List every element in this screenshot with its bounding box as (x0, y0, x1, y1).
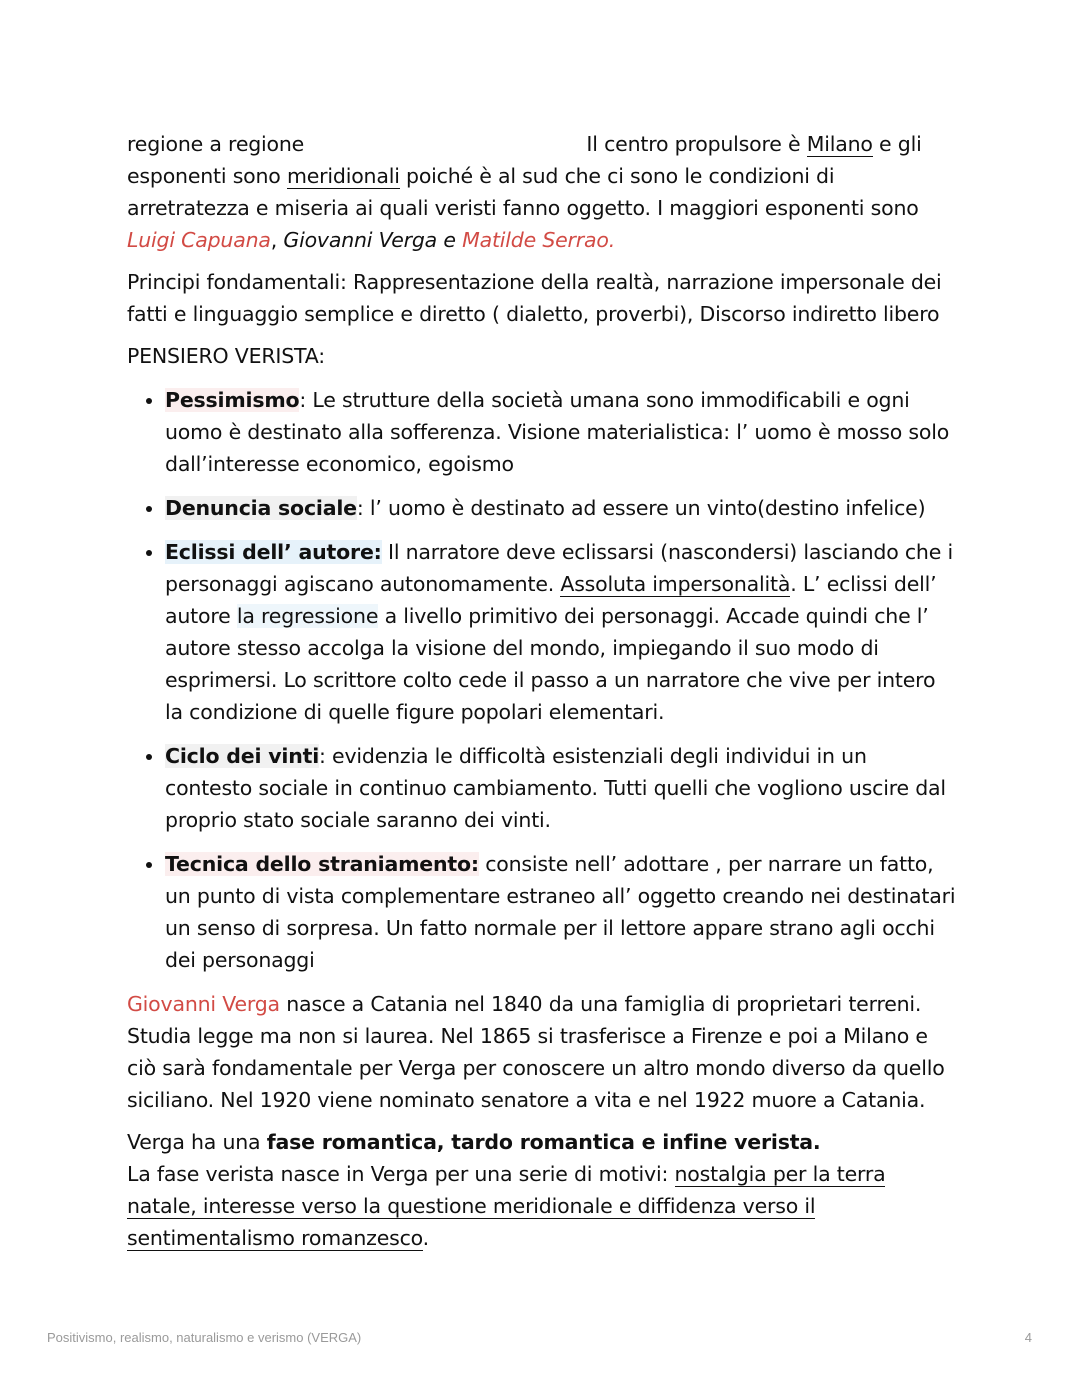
intro-line1-post: e gli (879, 132, 922, 156)
page-footer (47, 1330, 1032, 1350)
page-number: 4 (1024, 1330, 1032, 1345)
serrao-name: Matilde Serrao. (462, 228, 616, 252)
pensiero-list (127, 384, 957, 976)
text-pessimismo: : Le strutture della società umana sono immodificabili e ogni uomo è destinato alla sofferenza. Visione materialistica: l’ uomo è mosso solo dall’interesse economico, egoismo (165, 388, 950, 476)
motivi-underlined: nostalgia per la terra natale, interesse verso la questione meridionale e diffidenza verso il sentimentalismo romanzesco (127, 1162, 886, 1250)
fasi-end: . (422, 1226, 429, 1250)
fasi-bold: fase romantica, tardo romantica e infine verista. (266, 1130, 821, 1154)
footer-title: Positivismo, realismo, naturalismo e verismo (VERGA) (47, 1330, 362, 1345)
verga-name-italic: Giovanni Verga e (283, 228, 456, 252)
text-eclissi-3: a livello primitivo dei personaggi. Accade quindi che l’ autore stesso accolga la visione del mondo, impiegando il suo modo di esprimersi. Lo scrittore colto cede il passo a un narratore che vive per intero la condizione di quelle figure popolari elementari. (165, 604, 936, 724)
fasi-pre: Verga ha una (127, 1130, 261, 1154)
list-item-pessimismo (165, 384, 957, 480)
intro-line2-rest: poiché è al sud che ci sono le condizioni di arretratezza e miseria ai quali veristi fanno oggetto. I maggiori esponenti sono (127, 164, 919, 220)
verga-bio-paragraph (127, 988, 957, 1116)
meridionali-underlined: meridionali (286, 164, 400, 188)
term-denuncia: Denuncia sociale (165, 496, 357, 520)
page-content (127, 128, 957, 1264)
milano-underlined: Milano (806, 132, 873, 156)
text-ciclo: : evidenzia le difficoltà esistenziali degli individui in un contesto sociale in continuo cambiamento. Tutti quelli che vogliono uscire dal proprio stato sociale saranno dei vinti. (165, 744, 946, 832)
verga-bio-text: nasce a Catania nel 1840 da una famiglia di proprietari terreni. Studia legge ma non si laurea. Nel 1865 si trasferisce a Firenze e poi a Milano e ciò sarà fondamentale per Verga per conoscere un altro mondo diverso da quello siciliano. Nel 1920 viene nominato senatore a vita e nel 1922 muore a Catania. (127, 992, 945, 1112)
principi-paragraph: Principi fondamentali: Rappresentazione della realtà, narrazione impersonale dei fatti e linguaggio semplice e diretto ( dialetto, proverbi), Discorso indiretto libero (127, 270, 942, 326)
list-item-straniamento (165, 848, 957, 976)
intro-line1-right: Il centro propulsore è (586, 132, 801, 156)
term-pessimismo: Pessimismo (165, 388, 300, 412)
fasi-line2-pre: La fase verista nasce in Verga per una serie di motivi: (127, 1162, 669, 1186)
pensiero-heading: PENSIERO VERISTA: (127, 344, 325, 368)
capuana-name: Luigi Capuana (127, 228, 271, 252)
text-denuncia: : l’ uomo è destinato ad essere un vinto(destino infelice) (356, 496, 926, 520)
term-straniamento: Tecnica dello straniamento: (165, 852, 479, 876)
list-item-denuncia (165, 492, 957, 524)
verga-bio-name: Giovanni Verga (127, 992, 280, 1016)
text-eclissi-1: Il narratore deve eclissarsi (nascondersi) lasciando che i personaggi agiscano autonomamente. (165, 540, 953, 596)
text-straniamento: consiste nell’ adottare , per narrare un fatto, un punto di vista complementare estraneo all’ oggetto creando nei destinatari un senso di sorpresa. Un fatto normale per il lettore appare strano agli occhi dei personaggi (165, 852, 956, 972)
intro-paragraph (127, 128, 957, 256)
term-ciclo: Ciclo dei vinti (165, 744, 320, 768)
impersonalita-underlined: Assoluta impersonalità (560, 572, 791, 596)
term-eclissi: Eclissi dell’ autore: (165, 540, 382, 564)
name-separator: , (270, 228, 278, 252)
intro-line2-pre: esponenti sono (127, 164, 281, 188)
regressione-highlight: la regressione (236, 604, 379, 628)
fasi-paragraph (127, 1126, 957, 1254)
intro-line1-left: regione a regione (127, 132, 305, 156)
list-item-eclissi (165, 536, 957, 728)
list-item-ciclo (165, 740, 957, 836)
text-eclissi-2: . L’ eclissi dell’ autore (165, 572, 937, 628)
